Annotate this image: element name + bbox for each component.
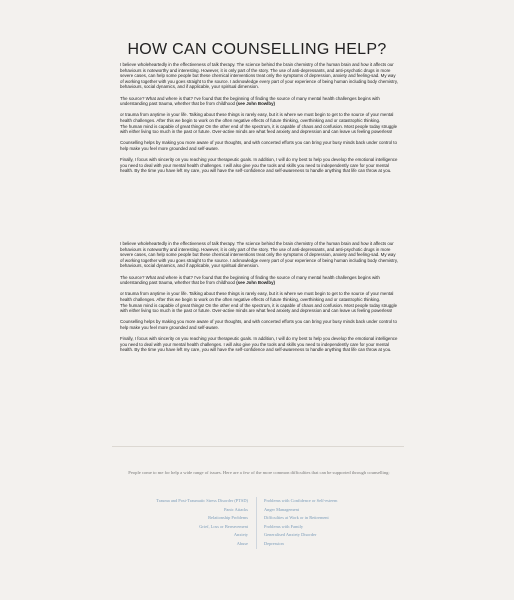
issues-column-left [120,497,248,549]
issue-item[interactable]: Trauma and Post-Traumatic Stress Disorder (PTSD) [156,498,248,503]
paragraph-text: The source? What and where is that? I've found that the beginning of finding the source of many mental health challenges begins with understanding past trauma, whether that be from childhood [120,274,380,286]
paragraph [120,96,398,107]
paragraph: or trauma from anytime in your life. Talking about these things is rarely easy, but it is where we must begin to get to the source of your mental health challenges. After this we begin to work on the often negative effects of future thinking, overthinking and or catastrophic thinking. [120,112,394,123]
issues-intro: People come to me for help a wide range of issues. Here are a few of the more common difficulties that can be supported through counselling: [128,469,390,475]
paragraph: Finally, I focus with sincerity on you reaching your therapeutic goals. In addition, I will do my best to help you develop the emotional intelligence you need to deal with your mental health challenges. I will also give you the tools and skills you need to independently care for your mental health. By the time you have left my care, you will have the self-confidence and self-awareness to handle anything that life can throw at you. [120,336,398,353]
issues-column-right [264,497,404,549]
paragraph-text: The source? What and where is that? I've found that the beginning of finding the source of many mental health challenges begins with understanding past trauma, whether that be from childhood [120,95,380,107]
issue-item[interactable]: Problems with Confidence or Self-esteem [264,498,338,503]
article-body [120,241,398,358]
paragraph [120,275,398,286]
issue-item[interactable]: Grief, Loss or Bereavement [199,523,248,529]
bowlby-reference: (see John Bowlby) [236,280,275,286]
issue-item[interactable]: Anger Management [264,506,299,512]
paragraph: I believe wholeheartedly in the effectiveness of talk therapy. The science behind the brain chemistry of the human brain and how it affects our behaviours is noteworthy and interesting. However, it is only part of the story. The use of anti-depressants, and anti-psychotic drugs in more severe cases, can help some people but these chemical interventions treat only the symptoms of depression, anxiety and feeling-sad. My way of working together with you goes straight to the source. I acknowledge every part of your experience of being human including body chemistry, behaviours, social dynamics, and if applicable, your spiritual dimension. [120,241,398,269]
paragraph: I believe wholeheartedly in the effectiveness of talk therapy. The science behind the brain chemistry of the human brain and how it affects our behaviours is noteworthy and interesting. However, it is only part of the story. The use of anti-depressants, and anti-psychotic drugs in more severe cases, can help some people but these chemical interventions treat only the symptoms of depression, anxiety and feeling-sad. My way of working together with you goes straight to the source. I acknowledge every part of your experience of being human including body chemistry, behaviours, social dynamics, and if applicable, your spiritual dimension. [120,62,398,90]
issue-item[interactable]: Panic Attacks [223,506,248,512]
page-title: HOW CAN COUNSELLING HELP? [127,40,387,58]
issue-item[interactable]: Anxiety [233,532,248,538]
issue-item[interactable]: Difficulties at Work or in Retirement [264,515,329,521]
column-divider [256,497,257,549]
issue-item[interactable]: Abuse [236,540,248,546]
paragraph: Finally, I focus with sincerity on you reaching your therapeutic goals. In addition, I will do my best to help you develop the emotional intelligence you need to deal with your mental health challenges. I will also give you the tools and skills you need to independently care for your mental health. By the time you have left my care, you will have the self-confidence and self-awareness to handle anything that life can throw at you. [120,157,398,174]
paragraph: or trauma from anytime in your life. Talking about these things is rarely easy, but it is where we must begin to get to the source of your mental health challenges. After this we begin to work on the often negative effects of future thinking, overthinking and or catastrophic thinking. [120,291,394,302]
issue-item[interactable]: Generalised Anxiety Disorder [264,532,317,538]
article-body [120,62,398,179]
issue-item[interactable]: Relationship Problems [208,515,248,521]
section-divider [112,446,404,447]
bowlby-reference: (see John Bowlby) [236,101,275,107]
issue-item[interactable]: Problems with Family [264,523,304,529]
paragraph: The human mind is capable of great things! On the other end of the spectrum, it is capable of chaos and confusion. Most people today struggle with either living too much in the past or future. Over-active minds are what feed anxiety and depression and can leave us feeling powerless! [120,302,398,314]
issue-item[interactable]: Depression [264,540,284,546]
paragraph: Counselling helps by making you more aware of your thoughts, and with concerted efforts you can bring your busy minds back under control to help make you feel more grounded and self-aware. [120,319,397,330]
paragraph: Counselling helps by making you more aware of your thoughts, and with concerted efforts you can bring your busy minds back under control to help make you feel more grounded and self-aware. [120,140,397,151]
paragraph: The human mind is capable of great things! On the other end of the spectrum, it is capable of chaos and confusion. Most people today struggle with either living too much in the past or future. Over-active minds are what feed anxiety and depression and can leave us feeling powerless! [120,123,398,135]
